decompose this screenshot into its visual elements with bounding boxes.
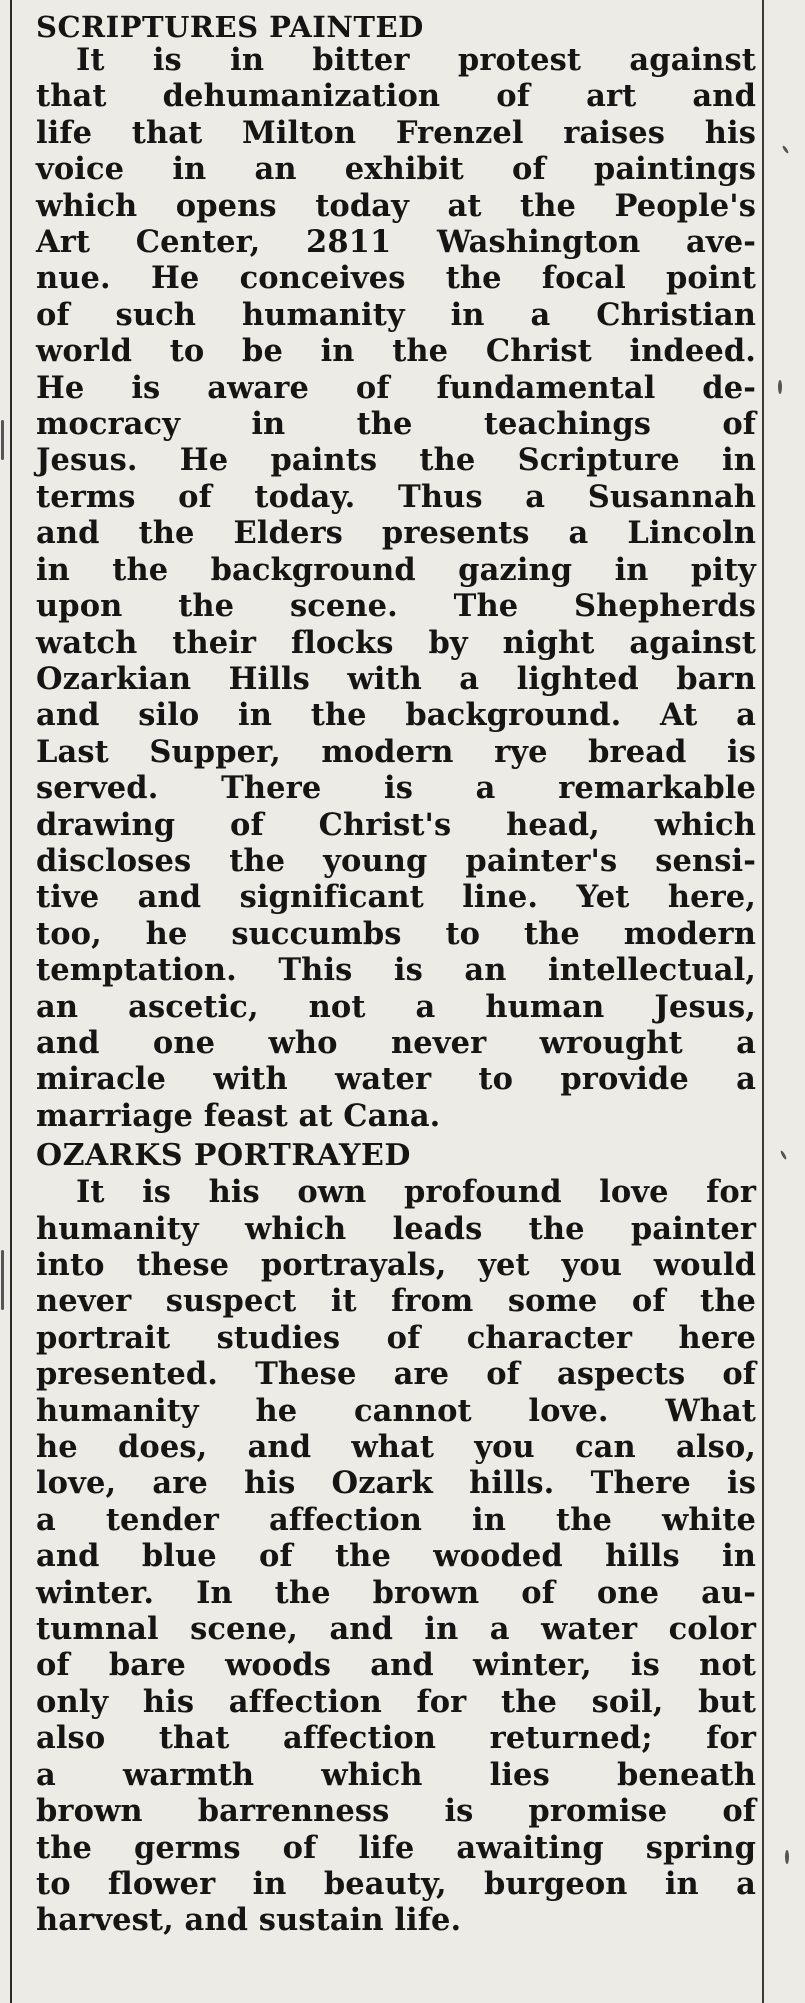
text-line: that dehumanization of art and: [36, 78, 756, 115]
text-line: never suspect it from some of the: [36, 1283, 756, 1320]
article-column: [36, 12, 756, 1939]
text-line: drawing of Christ's head, which: [36, 806, 756, 843]
text-line: he does, and what you can also,: [36, 1429, 756, 1466]
text-line: of bare woods and winter, is not: [36, 1647, 756, 1684]
text-line: marriage feast at Cana.: [36, 1097, 441, 1134]
text-line: of such humanity in a Christian: [36, 296, 756, 333]
text-line: too, he succumbs to the modern: [36, 915, 756, 952]
text-line: a warmth which lies beneath: [36, 1756, 756, 1793]
text-line: in the background gazing in pity: [36, 551, 756, 588]
text-line: He is aware of fundamental de-: [36, 369, 756, 406]
text-line: an ascetic, not a human Jesus,: [36, 988, 756, 1025]
text-line: the germs of life awaiting spring: [36, 1829, 756, 1866]
text-line: Jesus. He paints the Scripture in: [36, 442, 756, 479]
text-line: nue. He conceives the focal point: [36, 260, 756, 297]
text-line: terms of today. Thus a Susannah: [36, 478, 756, 515]
print-speck: [780, 1150, 788, 1160]
text-line: Ozarkian Hills with a lighted barn: [36, 660, 756, 697]
text-line: miracle with water to provide a: [36, 1061, 756, 1098]
text-line: to flower in beauty, burgeon in a: [36, 1865, 756, 1902]
section-heading-ozarks: OZARKS PORTRAYED: [36, 1138, 411, 1174]
text-line: voice in an exhibit of paintings: [36, 151, 756, 188]
text-line: Art Center, 2811 Washington ave-: [36, 224, 756, 261]
text-line: and the Elders presents a Lincoln: [36, 515, 756, 552]
text-line: tumnal scene, and in a water color: [36, 1611, 756, 1648]
print-speck: [1, 1250, 4, 1310]
section-body-ozarks: [36, 1174, 756, 1939]
text-line: and one who never wrought a: [36, 1024, 756, 1061]
text-line: brown barrenness is promise of: [36, 1793, 756, 1830]
text-line: only his affection for the soil, but: [36, 1683, 756, 1720]
text-line: tive and significant line. Yet here,: [36, 879, 756, 916]
left-column-rule: [10, 0, 12, 2003]
print-speck: [782, 145, 790, 154]
text-line: portrait studies of character here: [36, 1319, 756, 1356]
text-line: harvest, and sustain life.: [36, 1902, 462, 1939]
text-line: also that affection returned; for: [36, 1720, 756, 1757]
print-speck: [785, 1850, 789, 1864]
section-heading-scriptures: SCRIPTURES PAINTED: [36, 10, 424, 44]
text-line: winter. In the brown of one au-: [36, 1574, 756, 1611]
text-line: presented. These are of aspects of: [36, 1356, 756, 1393]
print-speck: [778, 380, 782, 394]
text-line: watch their flocks by night against: [36, 624, 756, 661]
print-speck: [1, 420, 4, 460]
section-body-scriptures: [36, 42, 756, 1134]
text-line: life that Milton Frenzel raises his: [36, 114, 756, 151]
text-line: love, are his Ozark hills. There is: [36, 1465, 756, 1502]
text-line: mocracy in the teachings of: [36, 406, 756, 443]
text-line: discloses the young painter's sensi-: [36, 842, 756, 879]
text-line: Last Supper, modern rye bread is: [36, 733, 756, 770]
text-line: a tender affection in the white: [36, 1501, 756, 1538]
text-line: world to be in the Christ indeed.: [36, 333, 756, 370]
text-line: humanity he cannot love. What: [36, 1392, 756, 1429]
text-line: served. There is a remarkable: [36, 770, 756, 807]
text-line: temptation. This is an intellectual,: [36, 952, 756, 989]
right-column-rule: [762, 0, 764, 2003]
text-line: It is in bitter protest against: [76, 42, 756, 78]
text-line: upon the scene. The Shepherds: [36, 588, 756, 625]
text-line: into these portrayals, yet you would: [36, 1247, 756, 1283]
text-line: It is his own profound love for: [76, 1174, 756, 1211]
text-line: which opens today at the People's: [36, 187, 756, 224]
text-line: and blue of the wooded hills in: [36, 1538, 756, 1575]
text-line: humanity which leads the painter: [36, 1210, 756, 1247]
text-line: and silo in the background. At a: [36, 697, 756, 734]
